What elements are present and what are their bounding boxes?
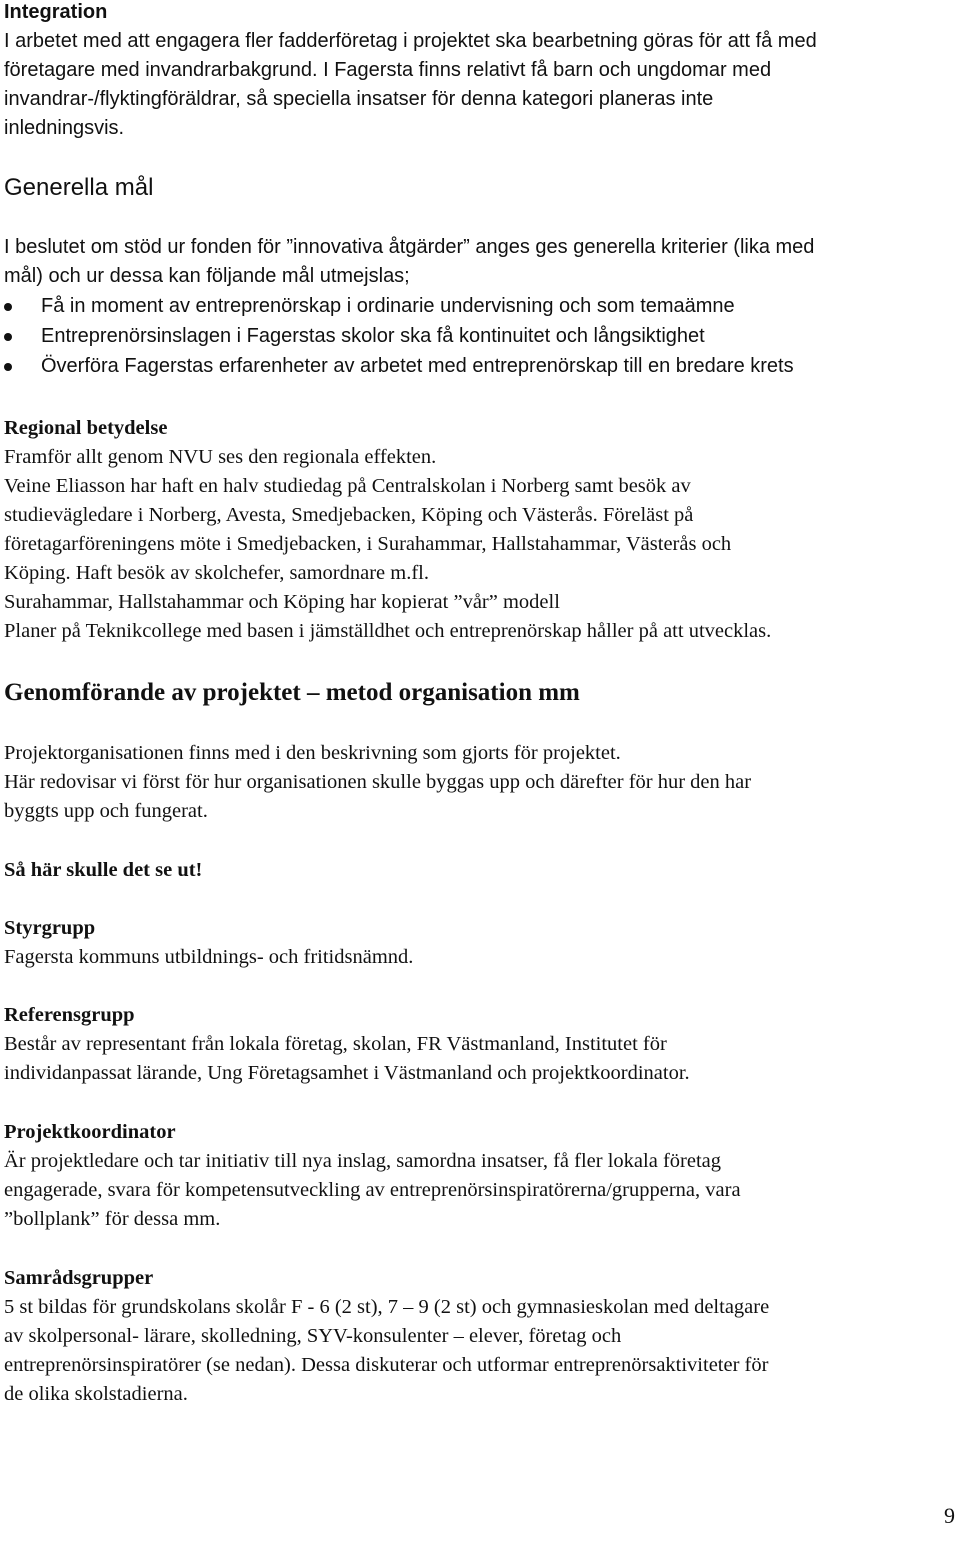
integration-heading: Integration	[4, 1, 108, 23]
general-goals-section	[4, 173, 153, 203]
implementation-line: byggts upp och fungerat.	[4, 800, 208, 822]
implementation-body	[4, 739, 751, 826]
should-look-section	[4, 856, 202, 885]
consultation-section	[4, 1264, 769, 1409]
consultation-line: entreprenörsinspiratörer (se nedan). Dessa diskuterar och utformar entreprenörsaktiviteter för	[4, 1354, 769, 1376]
coordinator-heading: Projektkoordinator	[4, 1121, 176, 1143]
page-number: 9	[944, 1503, 955, 1528]
general-goals-intro-line: mål) och ur dessa kan följande mål utmejslas;	[4, 265, 410, 287]
coordinator-line: ”bollplank” för dessa mm.	[4, 1208, 221, 1230]
bullet-dot-icon	[4, 363, 12, 371]
should-look-heading: Så här skulle det se ut!	[4, 859, 203, 881]
implementation-heading: Genomförande av projektet – metod organisation mm	[4, 679, 580, 706]
goal-bullet-text: Få in moment av entreprenörskap i ordinarie undervisning och som temaämne	[41, 295, 735, 317]
integration-section	[4, 0, 817, 143]
steering-line: Fagersta kommuns utbildnings- och fritidsnämnd.	[4, 946, 414, 968]
general-goals-heading: Generella mål	[4, 174, 154, 201]
integration-line: företagare med invandrarbakgrund. I Fagersta finns relativt få barn och ungdomar med	[4, 59, 772, 81]
implementation-section	[4, 677, 580, 709]
bullet-dot-icon	[4, 333, 12, 341]
implementation-line: Projektorganisationen finns med i den beskrivning som gjorts för projektet.	[4, 742, 621, 764]
reference-heading: Referensgrupp	[4, 1004, 135, 1026]
coordinator-line: engagerade, svara för kompetensutveckling av entreprenörsinspiratörerna/grupperna, vara	[4, 1179, 741, 1201]
reference-line: individanpassat lärande, Ung Företagsamhet i Västmanland och projektkoordinator.	[4, 1062, 690, 1084]
coordinator-line: Är projektledare och tar initiativ till nya inslag, samordna insatser, få fler lokala företag	[4, 1150, 721, 1172]
regional-section	[4, 414, 771, 646]
regional-line: studievägledare i Norberg, Avesta, Smedjebacken, Köping och Västerås. Föreläst på	[4, 504, 694, 526]
consultation-line: de olika skolstadierna.	[4, 1383, 188, 1405]
general-goals-intro-line: I beslutet om stöd ur fonden för ”innovativa åtgärder” anges ges generella kriterier (lika med	[4, 236, 815, 258]
implementation-line: Här redovisar vi först för hur organisationen skulle byggas upp och därefter för hur den har	[4, 771, 752, 793]
regional-line: Surahammar, Hallstahammar och Köping har kopierat ”vår” modell	[4, 591, 560, 613]
regional-heading: Regional betydelse	[4, 417, 168, 439]
goal-bullet-item	[4, 292, 814, 321]
goal-bullet-text: Entreprenörsinslagen i Fagerstas skolor ska få kontinuitet och långsiktighet	[41, 325, 705, 347]
general-goals-body	[4, 233, 814, 381]
regional-line: Veine Eliasson har haft en halv studiedag på Centralskolan i Norberg samt besök av	[4, 475, 691, 497]
consultation-heading: Samrådsgrupper	[4, 1267, 154, 1289]
regional-line: Köping. Haft besök av skolchefer, samordnare m.fl.	[4, 562, 429, 584]
integration-line: I arbetet med att engagera fler fadderföretag i projektet ska bearbetning göras för att få med	[4, 30, 817, 52]
regional-line: Planer på Teknikcollege med basen i jämställdhet och entreprenörskap håller på att utvecklas.	[4, 620, 772, 642]
regional-line: Framför allt genom NVU ses den regionala effekten.	[4, 446, 437, 468]
consultation-line: av skolpersonal- lärare, skolledning, SYV-konsulenter – elever, företag och	[4, 1325, 622, 1347]
steering-section	[4, 914, 413, 972]
integration-line: inledningsvis.	[4, 117, 125, 139]
integration-line: invandrar-/flyktingföräldrar, så speciella insatser för denna kategori planeras inte	[4, 88, 714, 110]
goal-bullet-text: Överföra Fagerstas erfarenheter av arbetet med entreprenörskap till en bredare krets	[41, 355, 794, 377]
consultation-line: 5 st bildas för grundskolans skolår F - 6 (2 st), 7 – 9 (2 st) och gymnasieskolan med deltagare	[4, 1296, 770, 1318]
reference-line: Består av representant från lokala företag, skolan, FR Västmanland, Institutet för	[4, 1033, 667, 1055]
steering-heading: Styrgrupp	[4, 917, 96, 939]
bullet-dot-icon	[4, 303, 12, 311]
goal-bullet-item	[4, 352, 814, 381]
goals-bullet-list	[4, 292, 814, 381]
goal-bullet-item	[4, 322, 814, 351]
regional-line: företagarföreningens möte i Smedjebacken, i Surahammar, Hallstahammar, Västerås och	[4, 533, 732, 555]
reference-section	[4, 1001, 690, 1088]
coordinator-section	[4, 1118, 741, 1234]
